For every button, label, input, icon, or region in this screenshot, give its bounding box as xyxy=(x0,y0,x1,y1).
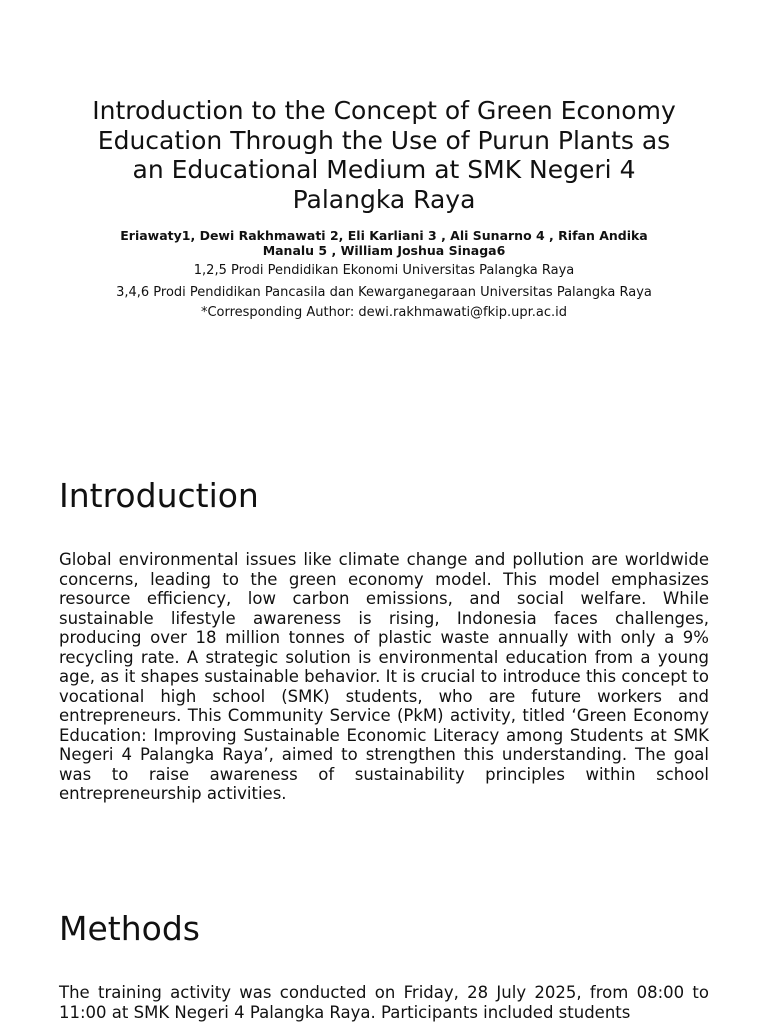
section-heading-methods: Methods xyxy=(59,909,200,948)
section-heading-introduction: Introduction xyxy=(59,476,259,515)
methods-paragraph: The training activity was conducted on Friday, 28 July 2025, from 08:00 to 11:00 at SMK Negeri 4 Palangka Raya. Participants included students xyxy=(59,983,709,1022)
affiliation-civics: 3,4,6 Prodi Pendidikan Pancasila dan Kewarganegaraan Universitas Palangka Raya xyxy=(116,285,652,300)
paper-title: Introduction to the Concept of Green Economy Education Through the Use of Purun Plants as an Educational Medium at SMK Negeri 4 Palangka Raya xyxy=(92,96,676,214)
affiliation-economics: 1,2,5 Prodi Pendidikan Ekonomi Universitas Palangka Raya xyxy=(193,263,575,278)
introduction-paragraph: Global environmental issues like climate change and pollution are worldwide concerns, leading to the green economy model. This model emphasizes resource efficiency, low carbon emissions, and social welfare. While sustainable lifestyle awareness is rising, Indonesia faces challenges, producing over 18 million tonnes of plastic waste annually with only a 9% recycling rate. A strategic solution is environmental education from a young age, as it shapes sustainable behavior. It is crucial to introduce this concept to vocational high school (SMK) students, who are future workers and entrepreneurs. This Community Service (PkM) activity, titled ‘Green Economy Education: Improving Sustainable Economic Literacy among Students at SMK Negeri 4 Palangka Raya’, aimed to strengthen this understanding. The goal was to raise awareness of sustainability principles within school entrepreneurship activities. xyxy=(59,550,709,803)
corresponding-author: *Corresponding Author: dewi.rakhmawati@fkip.upr.ac.id xyxy=(200,305,568,320)
author-list: Eriawaty1, Dewi Rakhmawati 2, Eli Karliani 3 , Ali Sunarno 4 , Rifan Andika Manalu 5 , William Joshua Sinaga6 xyxy=(120,228,648,258)
